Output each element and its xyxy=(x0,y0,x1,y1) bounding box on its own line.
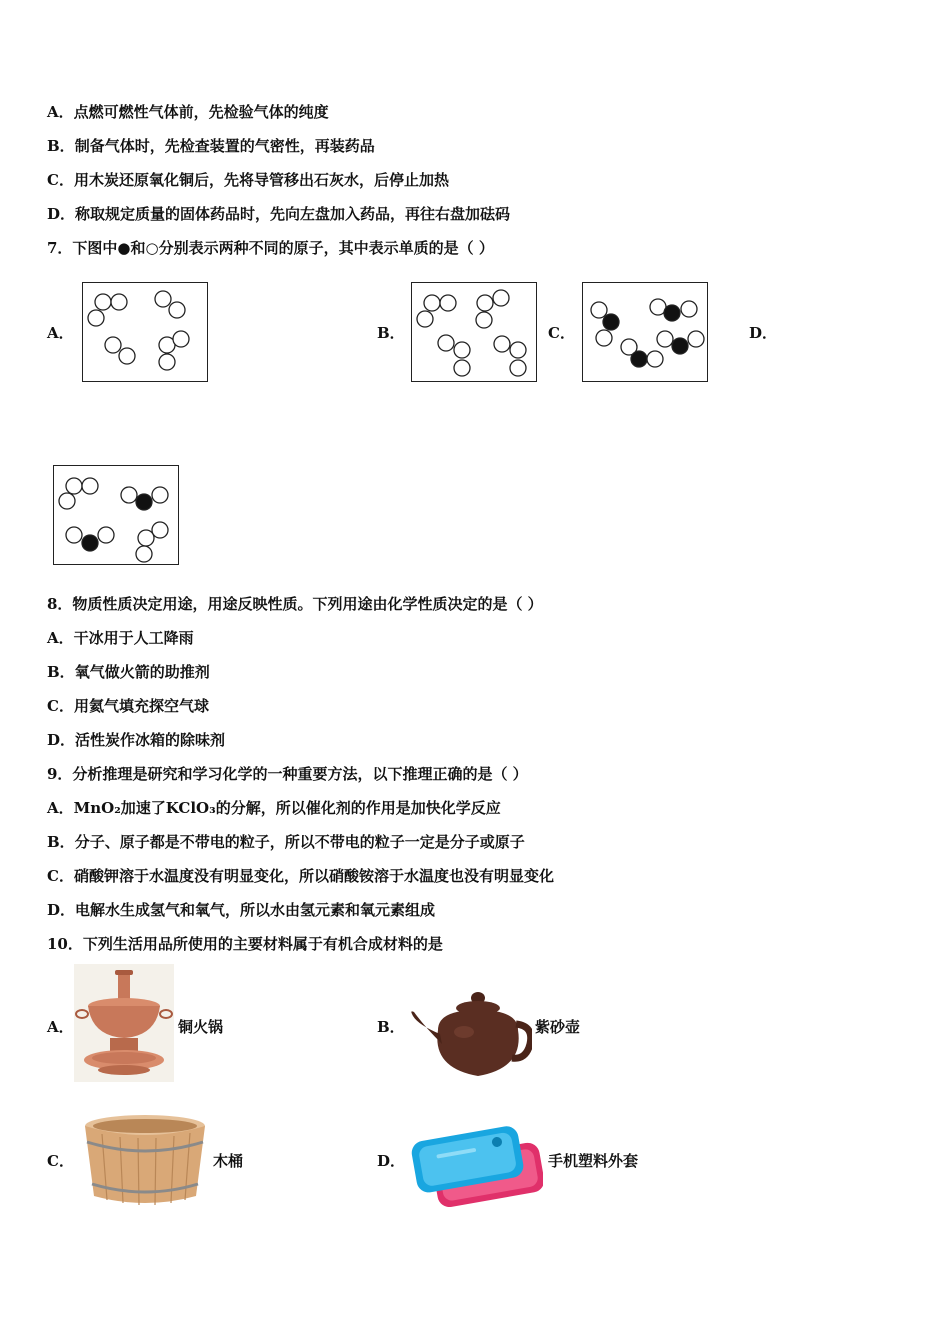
q6-option-b: B．制备气体时，先检查装置的气密性，再装药品 xyxy=(47,137,375,155)
q8-option-d: D．活性炭作冰箱的除味剂 xyxy=(47,731,226,749)
q10-caption-c: 木桶 xyxy=(213,1152,244,1170)
q10-label-a: A． xyxy=(47,1018,74,1036)
q7-label-d: D． xyxy=(749,324,778,342)
q10-label-c: C． xyxy=(47,1152,74,1170)
teapot-image xyxy=(408,990,532,1082)
q6-option-a: A．点燃可燃性气体前，先检验气体的纯度 xyxy=(47,103,329,121)
q7-stem: 7．下图中●和○分别表示两种不同的原子，其中表示单质的是（ ） xyxy=(47,239,494,257)
q10-caption-a: 铜火锅 xyxy=(178,1018,224,1036)
q10-caption-b: 紫砂壶 xyxy=(535,1018,581,1036)
q8-option-c: C．用氦气填充探空气球 xyxy=(47,697,209,715)
q10-stem: 10．下列生活用品所使用的主要材料属于有机合成材料的是 xyxy=(47,935,443,953)
q10-label-b: B． xyxy=(377,1018,405,1036)
q9-stem: 9．分析推理是研究和学习化学的一种重要方法，以下推理正确的是（ ） xyxy=(47,765,528,783)
q10-caption-d: 手机塑料外套 xyxy=(548,1152,639,1170)
q9-option-a: A．MnO₂加速了KClO₃的分解，所以催化剂的作用是加快化学反应 xyxy=(47,799,501,817)
q9-option-b: B．分子、原子都是不带电的粒子，所以不带电的粒子一定是分子或原子 xyxy=(47,833,525,851)
q7-diagram-d xyxy=(53,465,179,565)
q10-label-d: D． xyxy=(377,1152,406,1170)
copper-hotpot-image xyxy=(74,964,174,1082)
q8-stem: 8．物质性质决定用途，用途反映性质。下列用途由化学性质决定的是（ ） xyxy=(47,595,543,613)
q7-label-b: B． xyxy=(377,324,405,342)
q7-label-a: A． xyxy=(47,324,74,342)
q7-diagram-b xyxy=(411,282,537,382)
q7-diagram-c xyxy=(582,282,708,382)
q9-option-c: C．硝酸钾溶于水温度没有明显变化，所以硝酸铵溶于水温度也没有明显变化 xyxy=(47,867,554,885)
q7-label-c: C． xyxy=(548,324,575,342)
phone-case-image xyxy=(409,1122,543,1212)
wooden-bucket-image xyxy=(80,1112,210,1208)
q8-option-b: B．氧气做火箭的助推剂 xyxy=(47,663,210,681)
q6-option-c: C．用木炭还原氧化铜后，先将导管移出石灰水，后停止加热 xyxy=(47,171,449,189)
q7-diagram-a xyxy=(82,282,208,382)
q9-option-d: D．电解水生成氢气和氧气，所以水由氢元素和氧元素组成 xyxy=(47,901,436,919)
q6-option-d: D．称取规定质量的固体药品时，先向左盘加入药品，再往右盘加砝码 xyxy=(47,205,511,223)
q8-option-a: A．干冰用于人工降雨 xyxy=(47,629,194,647)
